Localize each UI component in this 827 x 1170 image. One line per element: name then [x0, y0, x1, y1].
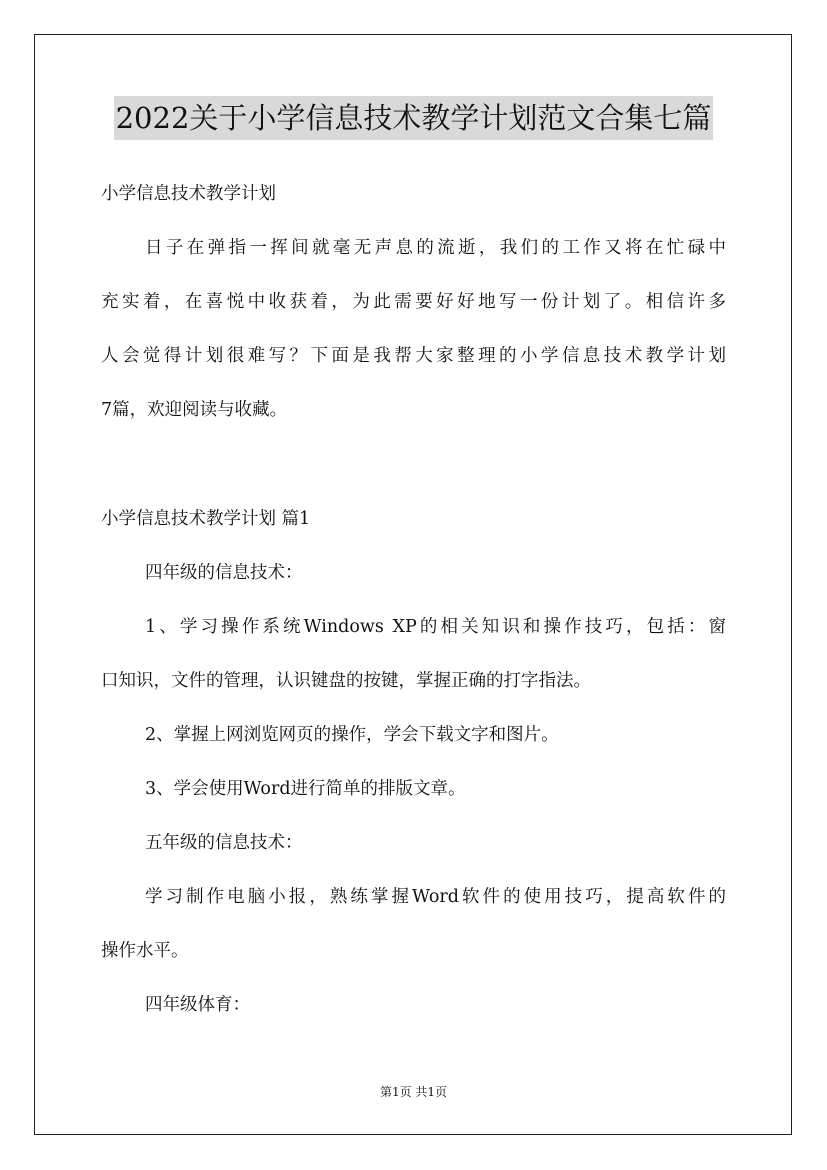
item1-line-1: 1、学习操作系统Windows XP的相关知识和操作技巧，包括：窗 — [145, 617, 726, 637]
item2-text: 2、掌握上网浏览网页的操作，学会下载文字和图片。 — [145, 725, 559, 745]
intro-line-3: 人会觉得计划很难写？下面是我帮大家整理的小学信息技术教学计划 — [101, 346, 726, 366]
intro-line-2: 充实着，在喜悦中收获着，为此需要好好地写一份计划了。相信许多 — [101, 292, 726, 312]
item3-text: 3、学会使用Word进行简单的排版文章。 — [145, 779, 466, 799]
grade5-it-heading: 五年级的信息技术： — [145, 833, 303, 853]
grade5-text-line-1: 学习制作电脑小报，熟练掌握Word软件的使用技巧，提高软件的 — [145, 887, 726, 907]
item1-line-2: 口知识，文件的管理，认识键盘的按键，掌握正确的打字指法。 — [101, 671, 591, 691]
grade5-text-line-2: 操作水平。 — [101, 941, 189, 961]
intro-line-1: 日子在弹指一挥间就毫无声息的流逝，我们的工作又将在忙碌中 — [145, 238, 726, 258]
document-title: 2022关于小学信息技术教学计划范文合集七篇 — [114, 96, 714, 140]
grade4-pe-heading: 四年级体育： — [145, 995, 250, 1015]
section-heading: 小学信息技术教学计划 — [101, 184, 276, 204]
intro-line-4: 7篇，欢迎阅读与收藏。 — [101, 400, 288, 420]
grade4-it-heading: 四年级的信息技术： — [145, 563, 303, 583]
title-wrap — [0, 96, 827, 140]
page-footer: 第1页 共1页 — [379, 1085, 448, 1099]
part-heading: 小学信息技术教学计划 篇1 — [101, 509, 311, 529]
